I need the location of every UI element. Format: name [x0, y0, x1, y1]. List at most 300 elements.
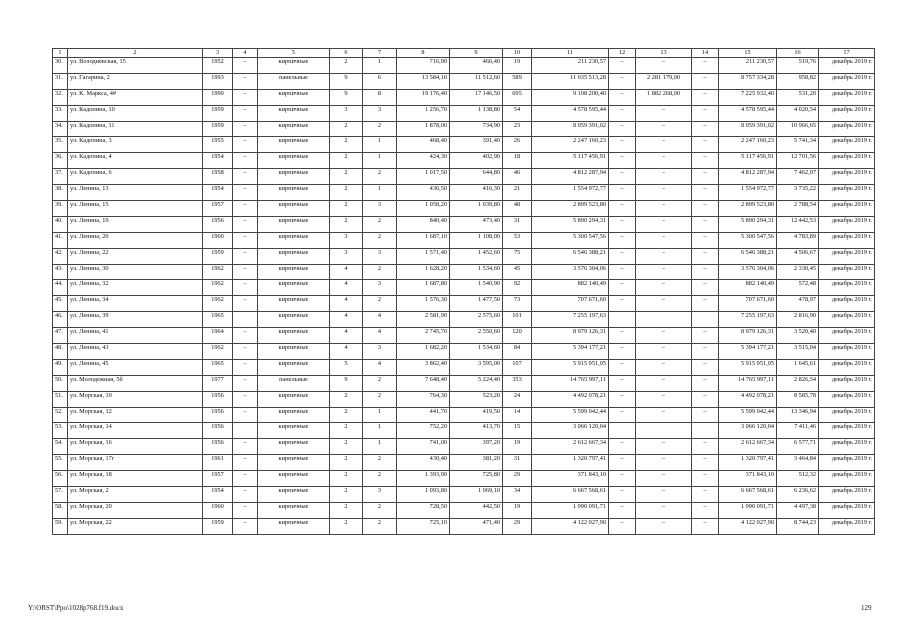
- col-12-cell: –: [609, 359, 636, 375]
- column-header-7: 7: [363, 49, 397, 58]
- owners-funds-cell: 2 247 160,23: [719, 137, 777, 153]
- wall-material-cell: кирпичные: [258, 423, 330, 439]
- deadline-cell: декабрь 2019 г.: [819, 502, 875, 518]
- col-13-cell: –: [636, 439, 692, 455]
- row-number-cell: 50.: [53, 375, 68, 391]
- wall-material-cell: кирпичные: [258, 455, 330, 471]
- residents-cell: 353: [503, 375, 532, 391]
- deadline-cell: декабрь 2019 г.: [819, 185, 875, 201]
- table-row: [53, 201, 875, 217]
- col-14-cell: –: [692, 328, 719, 344]
- cost-per-sqm-cell: 12 701,56: [777, 153, 819, 169]
- owners-funds-cell: 5 117 456,91: [719, 153, 777, 169]
- col-4-cell: –: [233, 232, 258, 248]
- owners-funds-cell: 2 612 667,34: [719, 439, 777, 455]
- col-13-cell: [636, 423, 692, 439]
- address-cell: ул. Ленина, 13: [68, 185, 203, 201]
- row-number-cell: 48.: [53, 344, 68, 360]
- floors-cell: 2: [330, 502, 363, 518]
- total-area-cell: 1 393,90: [397, 471, 450, 487]
- row-number-cell: 47.: [53, 328, 68, 344]
- row-number-cell: 51.: [53, 391, 68, 407]
- wall-material-cell: кирпичные: [258, 280, 330, 296]
- year-built-cell: 1958: [203, 169, 233, 185]
- floors-cell: 4: [330, 264, 363, 280]
- deadline-cell: декабрь 2019 г.: [819, 169, 875, 185]
- col-4-cell: –: [233, 502, 258, 518]
- deadline-cell: декабрь 2019 г.: [819, 105, 875, 121]
- floors-cell: 2: [330, 391, 363, 407]
- column-header-14: 14: [692, 49, 719, 58]
- residents-cell: 34: [503, 487, 532, 503]
- total-area-cell: 716,90: [397, 58, 450, 74]
- col-12-cell: –: [609, 89, 636, 105]
- owners-funds-cell: 371 843,10: [719, 471, 777, 487]
- year-built-cell: 1956: [203, 391, 233, 407]
- col-13-cell: –: [636, 487, 692, 503]
- total-cost-cell: 1 554 972,77: [532, 185, 609, 201]
- cost-per-sqm-cell: 519,76: [777, 58, 819, 74]
- table-row: [53, 359, 875, 375]
- total-area-cell: 725,10: [397, 518, 450, 534]
- col-12-cell: [609, 312, 636, 328]
- row-number-cell: 55.: [53, 455, 68, 471]
- col-12-cell: –: [609, 391, 636, 407]
- col-14-cell: –: [692, 153, 719, 169]
- deadline-cell: декабрь 2019 г.: [819, 375, 875, 391]
- col-13-cell: –: [636, 185, 692, 201]
- table-row: [53, 407, 875, 423]
- residents-cell: 29: [503, 518, 532, 534]
- year-built-cell: 1961: [203, 455, 233, 471]
- col-4-cell: –: [233, 359, 258, 375]
- col-14-cell: –: [692, 455, 719, 471]
- col-13-cell: –: [636, 153, 692, 169]
- total-area-cell: 1 093,80: [397, 487, 450, 503]
- col-13-cell: –: [636, 328, 692, 344]
- col-12-cell: –: [609, 121, 636, 137]
- total-area-cell: 1 058,20: [397, 201, 450, 217]
- entrances-cell: 2: [363, 232, 397, 248]
- deadline-cell: декабрь 2019 г.: [819, 201, 875, 217]
- column-header-15: 15: [719, 49, 777, 58]
- entrances-cell: 2: [363, 216, 397, 232]
- year-built-cell: 1965: [203, 312, 233, 328]
- total-area-cell: 1 017,50: [397, 169, 450, 185]
- total-area-cell: 1 687,10: [397, 232, 450, 248]
- floors-cell: 2: [330, 185, 363, 201]
- total-cost-cell: 2 612 667,34: [532, 439, 609, 455]
- owners-funds-cell: 882 140,49: [719, 280, 777, 296]
- col-4-cell: –: [233, 280, 258, 296]
- year-built-cell: 1956: [203, 407, 233, 423]
- cost-per-sqm-cell: 4 497,38: [777, 502, 819, 518]
- col-4-cell: –: [233, 407, 258, 423]
- col-13-cell: [636, 312, 692, 328]
- floors-cell: 4: [330, 344, 363, 360]
- floors-cell: 9: [330, 375, 363, 391]
- cost-per-sqm-cell: 478,97: [777, 296, 819, 312]
- file-path-footer: Y:\ORST\Ppo\1028p768.f19.docx: [28, 604, 124, 612]
- residents-cell: 54: [503, 105, 532, 121]
- col-13-cell: –: [636, 232, 692, 248]
- col-12-cell: –: [609, 439, 636, 455]
- total-cost-cell: 1 990 091,71: [532, 502, 609, 518]
- column-header-11: 11: [532, 49, 609, 58]
- row-number-cell: 32.: [53, 89, 68, 105]
- entrances-cell: 2: [363, 121, 397, 137]
- wall-material-cell: кирпичные: [258, 232, 330, 248]
- owners-funds-cell: 5 300 547,56: [719, 232, 777, 248]
- col-13-cell: –: [636, 121, 692, 137]
- residents-cell: 31: [503, 216, 532, 232]
- floors-cell: 2: [330, 216, 363, 232]
- residential-area-cell: 416,30: [450, 185, 503, 201]
- col-12-cell: –: [609, 248, 636, 264]
- cost-per-sqm-cell: 6 577,71: [777, 439, 819, 455]
- column-header-5: 5: [258, 49, 330, 58]
- total-area-cell: 752,20: [397, 423, 450, 439]
- total-area-cell: 424,30: [397, 153, 450, 169]
- col-12-cell: –: [609, 185, 636, 201]
- deadline-cell: декабрь 2019 г.: [819, 439, 875, 455]
- col-12-cell: –: [609, 487, 636, 503]
- col-14-cell: –: [692, 248, 719, 264]
- cost-per-sqm-cell: 4 783,89: [777, 232, 819, 248]
- col-14-cell: –: [692, 232, 719, 248]
- col-12-cell: –: [609, 201, 636, 217]
- residential-area-cell: 1 138,80: [450, 105, 503, 121]
- row-number-cell: 38.: [53, 185, 68, 201]
- row-number-cell: 46.: [53, 312, 68, 328]
- deadline-cell: декабрь 2019 г.: [819, 153, 875, 169]
- total-cost-cell: 3 066 120,04: [532, 423, 609, 439]
- deadline-cell: декабрь 2019 г.: [819, 248, 875, 264]
- floors-cell: 3: [330, 232, 363, 248]
- col-13-cell: –: [636, 105, 692, 121]
- col-4-cell: –: [233, 487, 258, 503]
- year-built-cell: 1965: [203, 359, 233, 375]
- total-cost-cell: 5 117 456,91: [532, 153, 609, 169]
- total-area-cell: 840,40: [397, 216, 450, 232]
- owners-funds-cell: 3 066 120,04: [719, 423, 777, 439]
- residential-area-cell: 1 534,60: [450, 344, 503, 360]
- owners-funds-cell: 6 667 568,61: [719, 487, 777, 503]
- residential-area-cell: 1 039,80: [450, 201, 503, 217]
- cost-per-sqm-cell: 10 966,65: [777, 121, 819, 137]
- address-cell: ул. Морская, 12: [68, 407, 203, 423]
- col-14-cell: –: [692, 216, 719, 232]
- deadline-cell: декабрь 2019 г.: [819, 518, 875, 534]
- total-area-cell: 441,70: [397, 407, 450, 423]
- total-cost-cell: 5 915 951,05: [532, 359, 609, 375]
- year-built-cell: 1977: [203, 375, 233, 391]
- col-4-cell: –: [233, 455, 258, 471]
- col-4-cell: –: [233, 121, 258, 137]
- column-header-8: 8: [397, 49, 450, 58]
- residents-cell: 14: [503, 407, 532, 423]
- col-13-cell: –: [636, 359, 692, 375]
- entrances-cell: 3: [363, 487, 397, 503]
- deadline-cell: декабрь 2019 г.: [819, 232, 875, 248]
- owners-funds-cell: 4 122 027,90: [719, 518, 777, 534]
- page-number: 129: [861, 604, 872, 612]
- col-12-cell: –: [609, 169, 636, 185]
- row-number-cell: 40.: [53, 216, 68, 232]
- total-cost-cell: 4 122 027,90: [532, 518, 609, 534]
- col-4-cell: –: [233, 296, 258, 312]
- address-cell: ул. Ленина, 20: [68, 232, 203, 248]
- owners-funds-cell: 6 546 388,21: [719, 248, 777, 264]
- cost-per-sqm-cell: 2 816,90: [777, 312, 819, 328]
- entrances-cell: 1: [363, 407, 397, 423]
- address-cell: ул. Ленина, 39: [68, 312, 203, 328]
- deadline-cell: декабрь 2019 г.: [819, 423, 875, 439]
- entrances-cell: 3: [363, 248, 397, 264]
- row-number-cell: 53.: [53, 423, 68, 439]
- year-built-cell: 1954: [203, 487, 233, 503]
- address-cell: ул. Морская, 18: [68, 471, 203, 487]
- deadline-cell: декабрь 2019 г.: [819, 264, 875, 280]
- col-13-cell: –: [636, 216, 692, 232]
- deadline-cell: декабрь 2019 г.: [819, 471, 875, 487]
- entrances-cell: 2: [363, 391, 397, 407]
- floors-cell: 9: [330, 73, 363, 89]
- residential-area-cell: 3 595,00: [450, 359, 503, 375]
- column-header-3: 3: [203, 49, 233, 58]
- deadline-cell: декабрь 2019 г.: [819, 487, 875, 503]
- cost-per-sqm-cell: 572,48: [777, 280, 819, 296]
- residents-cell: 24: [503, 391, 532, 407]
- col-12-cell: –: [609, 518, 636, 534]
- address-cell: ул. Морская, 17г: [68, 455, 203, 471]
- deadline-cell: декабрь 2019 г.: [819, 407, 875, 423]
- owners-funds-cell: 8 979 126,31: [719, 328, 777, 344]
- cost-per-sqm-cell: 3 735,22: [777, 185, 819, 201]
- total-area-cell: 2 745,70: [397, 328, 450, 344]
- col-12-cell: [609, 423, 636, 439]
- col-14-cell: –: [692, 439, 719, 455]
- owners-funds-cell: 3 576 304,06: [719, 264, 777, 280]
- col-12-cell: –: [609, 455, 636, 471]
- cost-per-sqm-cell: 4 506,67: [777, 248, 819, 264]
- residential-area-cell: 725,80: [450, 471, 503, 487]
- table-row: [53, 105, 875, 121]
- address-cell: ул. Ленина, 15: [68, 201, 203, 217]
- col-12-cell: –: [609, 137, 636, 153]
- wall-material-cell: кирпичные: [258, 344, 330, 360]
- entrances-cell: 3: [363, 344, 397, 360]
- deadline-cell: декабрь 2019 г.: [819, 455, 875, 471]
- wall-material-cell: кирпичные: [258, 359, 330, 375]
- row-number-cell: 31.: [53, 73, 68, 89]
- entrances-cell: 8: [363, 89, 397, 105]
- col-14-cell: –: [692, 105, 719, 121]
- floors-cell: 2: [330, 137, 363, 153]
- year-built-cell: 1959: [203, 518, 233, 534]
- col-12-cell: –: [609, 296, 636, 312]
- residential-area-cell: 466,40: [450, 58, 503, 74]
- address-cell: ул. Кадопина, 4: [68, 153, 203, 169]
- col-12-cell: –: [609, 280, 636, 296]
- address-cell: ул. Кадопина, 10: [68, 105, 203, 121]
- address-cell: ул. Ленина, 41: [68, 328, 203, 344]
- col-13-cell: –: [636, 344, 692, 360]
- year-built-cell: 1960: [203, 232, 233, 248]
- year-built-cell: 1954: [203, 185, 233, 201]
- total-cost-cell: 8 059 391,02: [532, 121, 609, 137]
- deadline-cell: декабрь 2019 г.: [819, 391, 875, 407]
- address-cell: ул. Морская, 22: [68, 518, 203, 534]
- total-cost-cell: 11 035 513,28: [532, 73, 609, 89]
- total-area-cell: 741,00: [397, 439, 450, 455]
- residential-area-cell: 471,40: [450, 518, 503, 534]
- year-built-cell: 1959: [203, 105, 233, 121]
- year-built-cell: 1955: [203, 137, 233, 153]
- table-header: [53, 49, 875, 58]
- total-area-cell: 1 256,70: [397, 105, 450, 121]
- residential-area-cell: 17 146,50: [450, 89, 503, 105]
- col-12-cell: –: [609, 407, 636, 423]
- address-cell: ул. Ленина, 45: [68, 359, 203, 375]
- col-13-cell: –: [636, 280, 692, 296]
- entrances-cell: 2: [363, 169, 397, 185]
- wall-material-cell: кирпичные: [258, 169, 330, 185]
- column-header-17: 17: [819, 49, 875, 58]
- residential-area-cell: 1 477,50: [450, 296, 503, 312]
- cost-per-sqm-cell: 2 788,54: [777, 201, 819, 217]
- address-cell: ул. Морская, 10: [68, 391, 203, 407]
- year-built-cell: 1956: [203, 423, 233, 439]
- row-number-cell: 30.: [53, 58, 68, 74]
- row-number-cell: 36.: [53, 153, 68, 169]
- floors-cell: 2: [330, 169, 363, 185]
- col-4-cell: –: [233, 391, 258, 407]
- address-cell: ул. Морская, 16: [68, 439, 203, 455]
- col-4-cell: –: [233, 471, 258, 487]
- deadline-cell: декабрь 2019 г.: [819, 137, 875, 153]
- entrances-cell: 1: [363, 439, 397, 455]
- total-cost-cell: 5 890 294,31: [532, 216, 609, 232]
- wall-material-cell: панельные: [258, 375, 330, 391]
- cost-per-sqm-cell: 512,32: [777, 471, 819, 487]
- address-cell: ул. Морская, 2: [68, 487, 203, 503]
- col-13-cell: –: [636, 201, 692, 217]
- col-12-cell: –: [609, 328, 636, 344]
- column-header-6: 6: [330, 49, 363, 58]
- entrances-cell: 3: [363, 280, 397, 296]
- row-number-cell: 35.: [53, 137, 68, 153]
- total-area-cell: 430,40: [397, 455, 450, 471]
- residents-cell: 120: [503, 328, 532, 344]
- col-4-cell: –: [233, 248, 258, 264]
- residents-cell: 53: [503, 232, 532, 248]
- table-row: [53, 375, 875, 391]
- col-4-cell: [233, 423, 258, 439]
- residential-area-cell: 391,40: [450, 137, 503, 153]
- total-cost-cell: 4 492 078,21: [532, 391, 609, 407]
- floors-cell: 2: [330, 423, 363, 439]
- wall-material-cell: кирпичные: [258, 137, 330, 153]
- year-built-cell: 1964: [203, 328, 233, 344]
- residents-cell: 18: [503, 153, 532, 169]
- address-cell: ул. Кадопина, 6: [68, 169, 203, 185]
- year-built-cell: 1956: [203, 216, 233, 232]
- floors-cell: 2: [330, 471, 363, 487]
- wall-material-cell: кирпичные: [258, 264, 330, 280]
- col-14-cell: [692, 423, 719, 439]
- total-cost-cell: 6 667 568,61: [532, 487, 609, 503]
- col-4-cell: –: [233, 439, 258, 455]
- year-built-cell: 1962: [203, 280, 233, 296]
- col-12-cell: –: [609, 344, 636, 360]
- table-row: [53, 185, 875, 201]
- residents-cell: 101: [503, 312, 532, 328]
- wall-material-cell: кирпичные: [258, 121, 330, 137]
- cost-per-sqm-cell: 6 236,62: [777, 487, 819, 503]
- col-14-cell: –: [692, 201, 719, 217]
- col-14-cell: –: [692, 73, 719, 89]
- col-13-cell: –: [636, 137, 692, 153]
- row-number-cell: 39.: [53, 201, 68, 217]
- residential-area-cell: 402,90: [450, 153, 503, 169]
- floors-cell: 4: [330, 280, 363, 296]
- table-row: [53, 121, 875, 137]
- col-12-cell: –: [609, 216, 636, 232]
- total-area-cell: 764,30: [397, 391, 450, 407]
- col-12-cell: –: [609, 153, 636, 169]
- row-number-cell: 58.: [53, 502, 68, 518]
- address-cell: ул. Ленина, 30: [68, 264, 203, 280]
- total-cost-cell: 371 843,10: [532, 471, 609, 487]
- deadline-cell: декабрь 2019 г.: [819, 121, 875, 137]
- owners-funds-cell: 8 059 391,02: [719, 121, 777, 137]
- total-cost-cell: 882 140,49: [532, 280, 609, 296]
- residential-area-cell: 2 550,60: [450, 328, 503, 344]
- total-cost-cell: 2 247 160,23: [532, 137, 609, 153]
- deadline-cell: декабрь 2019 г.: [819, 359, 875, 375]
- wall-material-cell: кирпичные: [258, 216, 330, 232]
- deadline-cell: декабрь 2019 г.: [819, 73, 875, 89]
- col-4-cell: –: [233, 73, 258, 89]
- col-4-cell: –: [233, 58, 258, 74]
- row-number-cell: 42.: [53, 248, 68, 264]
- row-number-cell: 59.: [53, 518, 68, 534]
- cost-per-sqm-cell: 8 585,78: [777, 391, 819, 407]
- total-area-cell: 1 628,20: [397, 264, 450, 280]
- total-area-cell: 7 648,40: [397, 375, 450, 391]
- table-row: [53, 137, 875, 153]
- floors-cell: 2: [330, 407, 363, 423]
- floors-cell: 4: [330, 296, 363, 312]
- register-table: [52, 48, 875, 535]
- total-cost-cell: 211 230,57: [532, 58, 609, 74]
- residents-cell: 75: [503, 248, 532, 264]
- col-4-cell: –: [233, 153, 258, 169]
- cost-per-sqm-cell: 13 346,94: [777, 407, 819, 423]
- residents-cell: 46: [503, 169, 532, 185]
- deadline-cell: декабрь 2019 г.: [819, 296, 875, 312]
- residential-area-cell: 1 540,90: [450, 280, 503, 296]
- residents-cell: 23: [503, 121, 532, 137]
- cost-per-sqm-cell: 3 515,04: [777, 344, 819, 360]
- entrances-cell: 2: [363, 471, 397, 487]
- floors-cell: 4: [330, 312, 363, 328]
- owners-funds-cell: 5 915 951,05: [719, 359, 777, 375]
- row-number-cell: 37.: [53, 169, 68, 185]
- col-13-cell: –: [636, 471, 692, 487]
- entrances-cell: 2: [363, 455, 397, 471]
